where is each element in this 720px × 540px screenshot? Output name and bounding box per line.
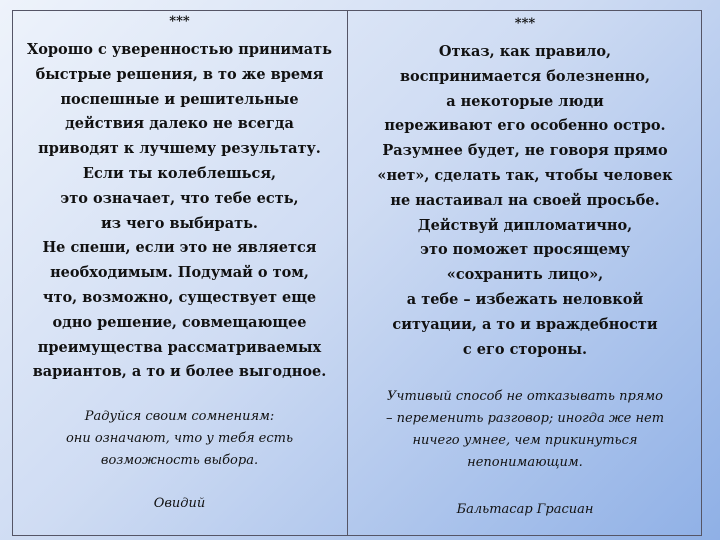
right-heading: ***	[514, 16, 536, 31]
right-quote: Учтивый способ не отказывать прямо – переменить разговор; иногда же нет ничего умнее, чем прикинуться непонимающим.	[385, 389, 665, 470]
left-heading: ***	[169, 14, 190, 29]
left-author: Овидий	[153, 496, 206, 511]
left-text: Хорошо с уверенностью принимать быстрые решения, в то же время поспешные и решительные действия далеко не всегда приводят к лучшему результату. Если ты колеблешься, это означает, что тебе есть, из чего выбирать. Не спеши, если это не является необходимым. Подумай о том, что, возможно, существует еще одно решение, совмещающее преимущества рассматриваемых вариантов, а то и более выгодное.	[26, 41, 333, 381]
right-author: Бальтасар Грасиан	[456, 502, 594, 517]
right-text: Отказ, как правило, воспринимается болезненно, а некоторые люди переживают его особенно остро. Разумнее будет, не говоря прямо «нет», сделать так, чтобы человек не настаивал на своей просьбе. Действуй дипломатично, это поможет просящему «сохранить лицо», а тебе – избежать неловкой ситуации, а то и враждебности с его стороны.	[377, 43, 673, 358]
left-quote: Радуйся своим сомнениям: они означают, что у тебя есть возможность выбора.	[65, 409, 294, 468]
